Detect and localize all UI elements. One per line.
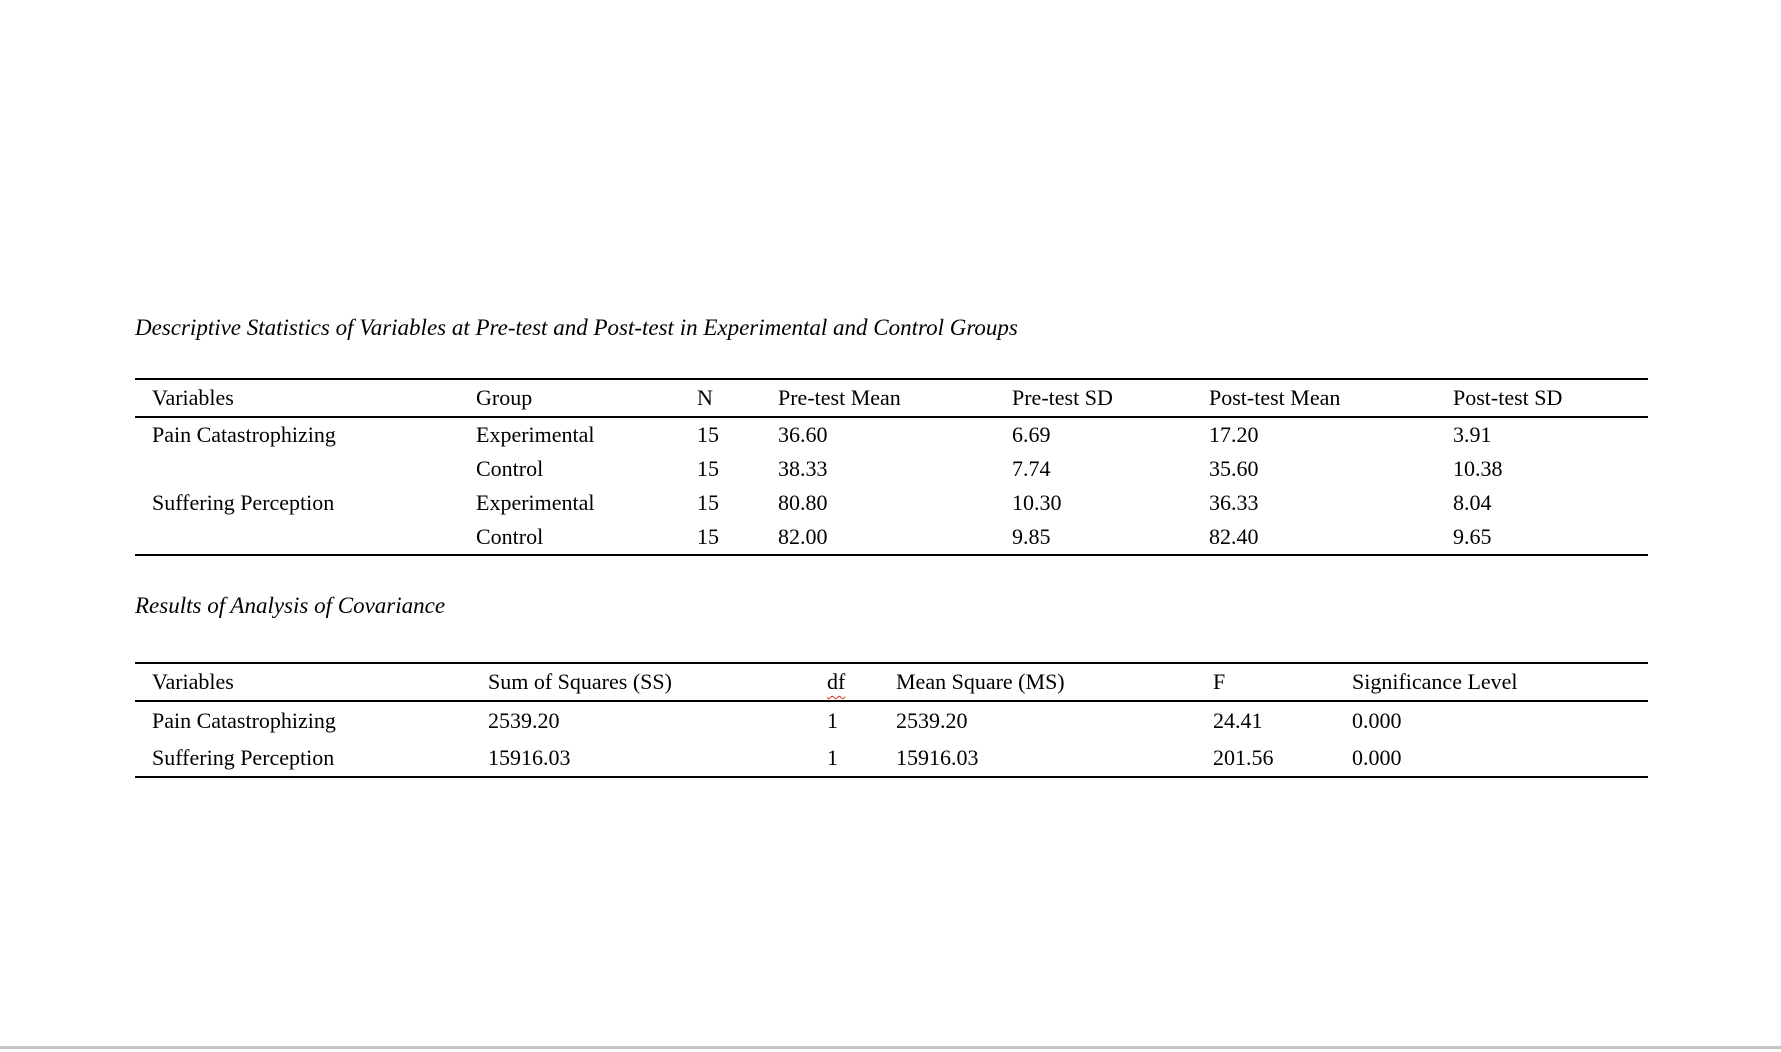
column-header-variables: Variables	[135, 663, 488, 701]
table-cell: 15	[697, 456, 719, 481]
table-cell: 38.33	[778, 456, 828, 481]
table-cell: Experimental	[476, 422, 595, 447]
table-cell: 82.00	[778, 524, 828, 549]
page-bottom-divider	[0, 1046, 1781, 1049]
table-cell: 1	[827, 707, 838, 733]
table-cell: 0.000	[1352, 744, 1402, 770]
table-cell: 15	[697, 524, 719, 549]
column-header-sum-of-squares: Sum of Squares (SS)	[488, 663, 827, 701]
table-row	[135, 520, 1648, 555]
spellcheck-underline: df	[827, 669, 846, 694]
table-cell: 24.41	[1213, 707, 1263, 733]
table-row	[135, 452, 1648, 486]
table-cell: 201.56	[1213, 744, 1274, 770]
table-cell: 10.30	[1012, 490, 1062, 515]
table-cell: Suffering Perception	[152, 744, 335, 770]
table-row	[135, 417, 1648, 452]
table-cell: 15916.03	[896, 744, 979, 770]
table-cell: Suffering Perception	[152, 490, 335, 515]
table-cell: 8.04	[1453, 490, 1492, 515]
table-cell: 15916.03	[488, 744, 571, 770]
ancova-header-row	[135, 663, 1648, 701]
table-cell: 3.91	[1453, 422, 1492, 447]
table-cell: 15	[697, 422, 719, 447]
column-header-pretest-sd: Pre-test SD	[1012, 379, 1209, 417]
column-header-n: N	[697, 379, 778, 417]
table-cell: 0.000	[1352, 707, 1402, 733]
table-cell: 36.60	[778, 422, 828, 447]
descriptives-header-row	[135, 379, 1648, 417]
column-header-posttest-sd: Post-test SD	[1453, 379, 1648, 417]
table-cell: 35.60	[1209, 456, 1259, 481]
table-cell: 82.40	[1209, 524, 1259, 549]
ancova-table	[135, 662, 1648, 778]
table-cell	[135, 452, 476, 486]
column-header-mean-square: Mean Square (MS)	[896, 663, 1213, 701]
table-cell: 2539.20	[896, 707, 968, 733]
table-cell: 1	[827, 744, 838, 770]
table-cell: Experimental	[476, 490, 595, 515]
table-cell: 6.69	[1012, 422, 1051, 447]
table-row	[135, 701, 1648, 739]
column-header-posttest-mean: Post-test Mean	[1209, 379, 1453, 417]
table-cell: Pain Catastrophizing	[152, 707, 336, 733]
table-cell: 15	[697, 490, 719, 515]
table-row	[135, 739, 1648, 777]
column-header-pretest-mean: Pre-test Mean	[778, 379, 1012, 417]
table-cell: Control	[476, 456, 544, 481]
table-cell: 80.80	[778, 490, 828, 515]
table-cell: 9.65	[1453, 524, 1492, 549]
table-cell: Pain Catastrophizing	[152, 422, 336, 447]
table-row	[135, 486, 1648, 520]
column-header-f: F	[1213, 663, 1352, 701]
table-cell: 17.20	[1209, 422, 1259, 447]
table-cell: 2539.20	[488, 707, 560, 733]
column-header-group: Group	[476, 379, 697, 417]
table-cell: 9.85	[1012, 524, 1051, 549]
descriptives-table-title: Descriptive Statistics of Variables at Pre-test and Post-test in Experimental and Control Groups	[135, 315, 1018, 340]
ancova-table-title: Results of Analysis of Covariance	[135, 593, 446, 618]
table-cell: Control	[476, 524, 544, 549]
table-cell: 10.38	[1453, 456, 1503, 481]
descriptives-table	[135, 378, 1648, 556]
column-header-df	[827, 663, 896, 701]
table-cell: 7.74	[1012, 456, 1051, 481]
column-header-significance-level: Significance Level	[1352, 663, 1648, 701]
table-cell: 36.33	[1209, 490, 1259, 515]
column-header-variables: Variables	[135, 379, 476, 417]
table-cell	[135, 520, 476, 555]
